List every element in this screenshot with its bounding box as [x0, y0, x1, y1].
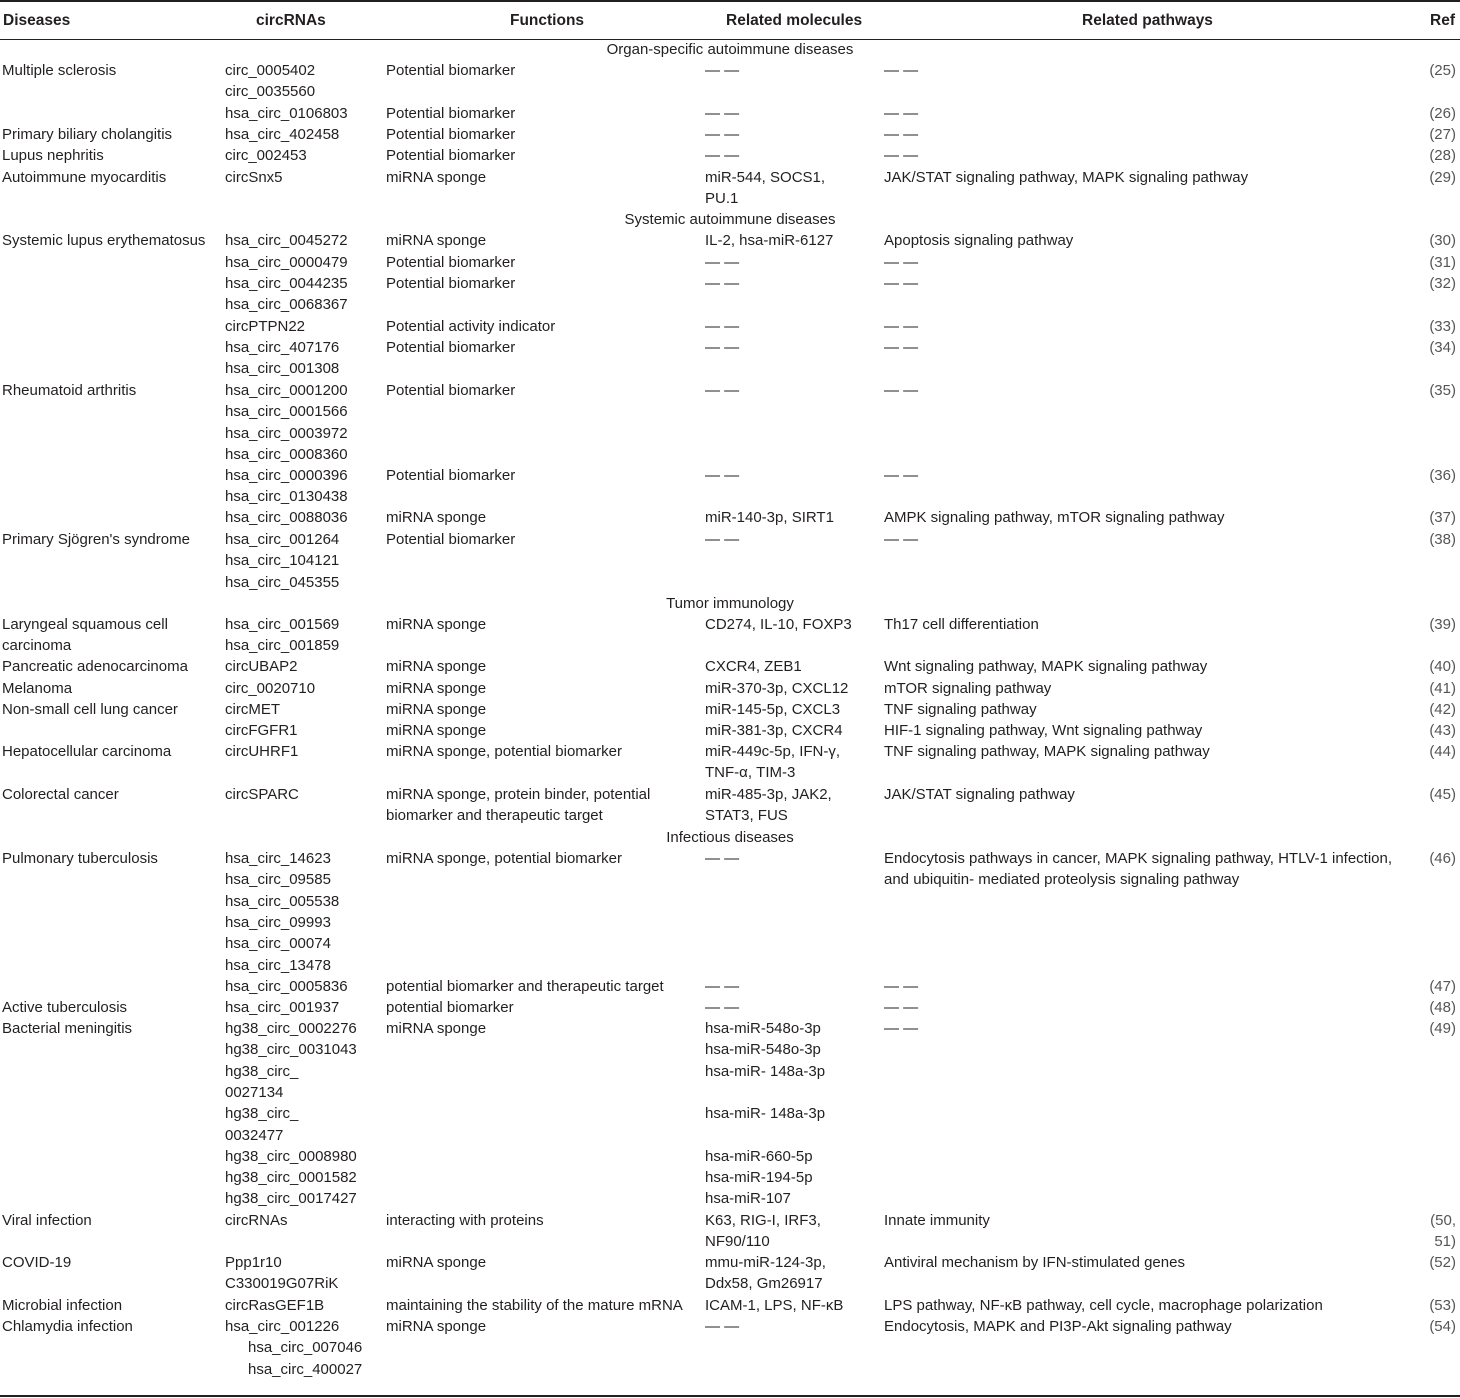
- cell-circrna: hg38_circ_: [225, 1105, 299, 1123]
- cell-pathways: Innate immunity: [884, 1212, 990, 1229]
- cell-disease: Active tuberculosis: [2, 999, 128, 1016]
- cell-circrna: circ_0035560: [225, 83, 316, 101]
- cell-molecules: — —: [705, 105, 740, 122]
- cell-disease: carcinoma: [2, 637, 72, 655]
- cell-pathways: Endocytosis, MAPK and PI3P-Akt signaling pathway: [884, 1318, 1232, 1335]
- cell-circrna: circFGFR1: [225, 722, 298, 739]
- cell-ref: (52): [1429, 1254, 1456, 1271]
- cell-disease: Pulmonary tuberculosis: [2, 850, 158, 867]
- cell-molecules: — —: [705, 126, 740, 143]
- cell-circrna: circPTPN22: [225, 318, 306, 335]
- cell-molecules: miR-449c-5p, IFN-γ,: [705, 743, 841, 760]
- cell-disease: Rheumatoid arthritis: [2, 382, 137, 399]
- cell-ref: (49): [1429, 1020, 1456, 1037]
- cell-circrna: hg38_circ_0008980: [225, 1147, 357, 1165]
- bottom-rule: [0, 1395, 1460, 1397]
- cell-circrna: hsa_circ_0003972: [225, 424, 348, 442]
- cell-ref: (44): [1429, 743, 1456, 760]
- cell-circrna: hsa_circ_00074: [225, 935, 331, 953]
- cell-circrna: hg38_circ_0002276: [225, 1020, 357, 1037]
- cell-circrna: hsa_circ_0044235: [225, 275, 348, 292]
- cell-disease: Laryngeal squamous cell: [2, 616, 168, 633]
- cell-ref: (32): [1429, 275, 1456, 292]
- cell-molecules: miR-381-3p, CXCR4: [705, 722, 843, 739]
- cell-function: Potential biomarker: [386, 254, 516, 271]
- cell-pathways: LPS pathway, NF-κB pathway, cell cycle, macrophage polarization: [884, 1297, 1323, 1314]
- cell-function: Potential biomarker: [386, 147, 516, 164]
- cell-disease: Hepatocellular carcinoma: [2, 743, 172, 760]
- cell-molecules: miR-485-3p, JAK2,: [705, 786, 832, 803]
- cell-circrna: hsa_circ_001937: [225, 999, 340, 1016]
- cell-function: miRNA sponge: [386, 680, 487, 697]
- cell-molecules: TNF-α, TIM-3: [705, 764, 796, 782]
- cell-circrna: hsa_circ_407176: [225, 339, 340, 356]
- cell-circrna: hg38_circ_0017427: [225, 1190, 357, 1208]
- cell-pathways: Endocytosis pathways in cancer, MAPK signaling pathway, HTLV-1 infection,: [884, 850, 1393, 867]
- cell-ref: (35): [1429, 382, 1456, 399]
- cell-function: Potential biomarker: [386, 339, 516, 356]
- cell-circrna: Ppp1r10: [225, 1254, 282, 1271]
- cell-ref: (26): [1429, 105, 1456, 122]
- cell-circrna: hsa_circ_13478: [225, 956, 331, 974]
- cell-pathways: — —: [884, 382, 919, 399]
- cell-ref: (48): [1429, 999, 1456, 1016]
- cell-ref: (27): [1429, 126, 1456, 143]
- cell-molecules: miR-370-3p, CXCL12: [705, 680, 849, 697]
- cell-ref: (31): [1429, 254, 1456, 271]
- cell-circrna: hsa_circ_0005836: [225, 978, 348, 995]
- cell-circrna: hsa_circ_104121: [225, 552, 340, 570]
- cell-molecules: — —: [705, 1318, 740, 1335]
- cell-molecules: — —: [705, 62, 740, 79]
- section-heading: Tumor immunology: [666, 595, 794, 612]
- cell-disease: Melanoma: [2, 680, 73, 697]
- cell-ref: (29): [1429, 169, 1456, 186]
- cell-pathways: TNF signaling pathway: [884, 701, 1037, 718]
- cell-disease: Bacterial meningitis: [2, 1020, 133, 1037]
- cell-circrna: hsa_circ_0088036: [225, 509, 348, 526]
- cell-function: Potential biomarker: [386, 275, 516, 292]
- cell-molecules: — —: [705, 318, 740, 335]
- cell-molecules: mmu-miR-124-3p,: [705, 1254, 826, 1271]
- cell-circrna: circ_0020710: [225, 680, 316, 697]
- cell-ref: (34): [1429, 339, 1456, 356]
- cell-pathways: — —: [884, 339, 919, 356]
- cell-circrna: hsa_circ_400027: [248, 1360, 363, 1378]
- cell-molecules: hsa-miR-548o-3p: [705, 1041, 821, 1059]
- cell-circrna: hsa_circ_001569: [225, 616, 340, 633]
- cell-molecules: miR-544, SOCS1,: [705, 169, 826, 186]
- cell-disease: Systemic lupus erythematosus: [2, 232, 206, 249]
- cell-molecules: NF90/110: [705, 1233, 770, 1251]
- cell-circrna: hsa_circ_0000396: [225, 467, 348, 484]
- cell-molecules: — —: [705, 339, 740, 356]
- cell-circrna: hsa_circ_09585: [225, 871, 331, 889]
- cell-pathways: Th17 cell differentiation: [884, 616, 1039, 633]
- cell-molecules: hsa-miR-548o-3p: [705, 1020, 821, 1037]
- cell-ref: (37): [1429, 509, 1456, 526]
- cell-pathways: — —: [884, 467, 919, 484]
- cell-pathways: — —: [884, 1020, 919, 1037]
- cell-disease: Lupus nephritis: [2, 147, 104, 164]
- cell-circrna: hsa_circ_0045272: [225, 232, 348, 249]
- cell-circrna: hsa_circ_0001566: [225, 403, 348, 421]
- cell-circrna: circSnx5: [225, 169, 283, 186]
- cell-molecules: hsa-miR-194-5p: [705, 1169, 813, 1187]
- cell-function: Potential biomarker: [386, 531, 516, 548]
- cell-pathways: HIF-1 signaling pathway, Wnt signaling pathway: [884, 722, 1203, 739]
- cell-function: miRNA sponge: [386, 616, 487, 633]
- cell-molecules: hsa-miR-107: [705, 1190, 791, 1208]
- cell-function: miRNA sponge: [386, 1254, 487, 1271]
- cell-circrna: hsa_circ_14623: [225, 850, 331, 867]
- cell-circrna: hsa_circ_0008360: [225, 445, 348, 463]
- cell-disease: Autoimmune myocarditis: [2, 169, 167, 186]
- cell-molecules: K63, RIG-I, IRF3,: [705, 1212, 821, 1229]
- cell-ref: (54): [1429, 1318, 1456, 1335]
- header-functions: Functions: [510, 12, 585, 29]
- cell-circrna: circSPARC: [225, 786, 299, 803]
- cell-function: interacting with proteins: [386, 1212, 544, 1229]
- cell-disease: Multiple sclerosis: [2, 62, 117, 79]
- cell-circrna: hsa_circ_09993: [225, 913, 331, 931]
- cell-circrna: circMET: [225, 701, 280, 718]
- cell-circrna: hsa_circ_0068367: [225, 296, 348, 314]
- cell-circrna: hsa_circ_001859: [225, 637, 340, 655]
- cell-function: biomarker and therapeutic target: [386, 807, 603, 825]
- cell-ref: (53): [1429, 1297, 1456, 1314]
- cell-molecules: CXCR4, ZEB1: [705, 658, 802, 675]
- cell-function: miRNA sponge: [386, 658, 487, 675]
- cell-pathways: JAK/STAT signaling pathway: [884, 786, 1075, 803]
- cell-circrna: 0027134: [225, 1083, 284, 1101]
- cell-function: potential biomarker and therapeutic target: [386, 978, 664, 995]
- cell-molecules: PU.1: [705, 190, 739, 208]
- cell-circrna: circUHRF1: [225, 743, 299, 760]
- cell-pathways: Wnt signaling pathway, MAPK signaling pathway: [884, 658, 1208, 675]
- section-heading: Infectious diseases: [666, 829, 794, 846]
- cell-pathways: — —: [884, 147, 919, 164]
- cell-circrna: hsa_circ_001264: [225, 531, 340, 548]
- cell-molecules: miR-140-3p, SIRT1: [705, 509, 834, 526]
- header-related-molecules: Related molecules: [726, 12, 863, 29]
- cell-molecules: — —: [705, 999, 740, 1016]
- cell-circrna: circRasGEF1B: [225, 1297, 325, 1314]
- cell-circrna: circUBAP2: [225, 658, 298, 675]
- cell-function: miRNA sponge: [386, 1020, 487, 1037]
- cell-circrna: hsa_circ_0000479: [225, 254, 348, 271]
- cell-disease: Colorectal cancer: [2, 786, 119, 803]
- cell-function: Potential activity indicator: [386, 318, 556, 335]
- cell-circrna: hsa_circ_402458: [225, 126, 340, 143]
- cell-ref: (25): [1429, 62, 1456, 79]
- section-heading: Systemic autoimmune diseases: [624, 211, 836, 228]
- cell-pathways: — —: [884, 275, 919, 292]
- cell-molecules: miR-145-5p, CXCL3: [705, 701, 841, 718]
- cell-circrna: C330019G07RiK: [225, 1275, 339, 1293]
- cell-function: miRNA sponge: [386, 509, 487, 526]
- cell-circrna: hsa_circ_001226: [225, 1318, 340, 1335]
- cell-pathways: — —: [884, 105, 919, 122]
- cell-function: Potential biomarker: [386, 105, 516, 122]
- cell-molecules: — —: [705, 382, 740, 399]
- cell-molecules: STAT3, FUS: [705, 807, 788, 825]
- cell-function: Potential biomarker: [386, 467, 516, 484]
- cell-molecules: CD274, IL-10, FOXP3: [705, 616, 852, 633]
- cell-disease: COVID-19: [2, 1254, 72, 1271]
- cell-disease: Primary Sjögren's syndrome: [2, 531, 190, 548]
- cell-molecules: IL-2, hsa-miR-6127: [705, 232, 834, 249]
- header-diseases: Diseases: [3, 12, 71, 29]
- cell-disease: Chlamydia infection: [2, 1318, 133, 1335]
- cell-molecules: — —: [705, 254, 740, 271]
- cell-pathways: TNF signaling pathway, MAPK signaling pathway: [884, 743, 1210, 760]
- cell-pathways: — —: [884, 978, 919, 995]
- cell-molecules: hsa-miR- 148a-3p: [705, 1105, 826, 1123]
- cell-function: Potential biomarker: [386, 62, 516, 79]
- cell-molecules: — —: [705, 978, 740, 995]
- cell-circrna: hg38_circ_0001582: [225, 1169, 357, 1187]
- cell-ref: 51): [1434, 1233, 1456, 1251]
- cell-ref: (36): [1429, 467, 1456, 484]
- cell-ref: (47): [1429, 978, 1456, 995]
- cell-circrna: hsa_circ_0106803: [225, 105, 348, 122]
- cell-circrna: circRNAs: [225, 1212, 288, 1229]
- cell-pathways: Antiviral mechanism by IFN-stimulated genes: [884, 1254, 1185, 1271]
- cell-ref: (45): [1429, 786, 1456, 803]
- cell-function: miRNA sponge: [386, 169, 487, 186]
- cell-ref: (38): [1429, 531, 1456, 548]
- cell-molecules: — —: [705, 275, 740, 292]
- top-rule: [0, 0, 1460, 2]
- cell-function: miRNA sponge, potential biomarker: [386, 850, 622, 867]
- cell-pathways: Apoptosis signaling pathway: [884, 232, 1074, 249]
- cell-disease: Primary biliary cholangitis: [2, 126, 173, 143]
- cell-circrna: hsa_circ_045355: [225, 573, 340, 591]
- cell-pathways: mTOR signaling pathway: [884, 680, 1052, 697]
- cell-ref: (42): [1429, 701, 1456, 718]
- cell-molecules: — —: [705, 850, 740, 867]
- cell-function: miRNA sponge: [386, 232, 487, 249]
- cell-molecules: — —: [705, 467, 740, 484]
- cell-molecules: Ddx58, Gm26917: [705, 1275, 823, 1293]
- cell-circrna: 0032477: [225, 1126, 284, 1144]
- cell-ref: (41): [1429, 680, 1456, 697]
- header-ref: Ref: [1430, 12, 1455, 29]
- cell-disease: Non-small cell lung cancer: [2, 701, 178, 718]
- header-circrnas: circRNAs: [256, 12, 326, 29]
- cell-ref: (43): [1429, 722, 1456, 739]
- section-heading: Organ-specific autoimmune diseases: [606, 41, 854, 58]
- cell-molecules: hsa-miR- 148a-3p: [705, 1062, 826, 1080]
- cell-ref: (28): [1429, 147, 1456, 164]
- cell-molecules: hsa-miR-660-5p: [705, 1147, 813, 1165]
- cell-circrna: circ_0005402: [225, 62, 316, 79]
- cell-function: maintaining the stability of the mature mRNA: [386, 1297, 683, 1314]
- cell-function: miRNA sponge, potential biomarker: [386, 743, 622, 760]
- cell-circrna: hg38_circ_0031043: [225, 1041, 357, 1059]
- cell-function: potential biomarker: [386, 999, 514, 1016]
- cell-function: Potential biomarker: [386, 126, 516, 143]
- cell-circrna: circ_002453: [225, 147, 307, 164]
- cell-pathways: — —: [884, 531, 919, 548]
- cell-disease: Viral infection: [2, 1212, 92, 1229]
- cell-pathways: and ubiquitin- mediated proteolysis signaling pathway: [884, 871, 1240, 889]
- cell-pathways: — —: [884, 318, 919, 335]
- cell-ref: (30): [1429, 232, 1456, 249]
- cell-ref: (33): [1429, 318, 1456, 335]
- cell-molecules: — —: [705, 531, 740, 548]
- cell-circrna: hsa_circ_001308: [225, 360, 340, 378]
- cell-function: miRNA sponge: [386, 722, 487, 739]
- cell-molecules: — —: [705, 147, 740, 164]
- cell-pathways: — —: [884, 254, 919, 271]
- cell-ref: (46): [1429, 850, 1456, 867]
- cell-disease: Microbial infection: [2, 1297, 123, 1314]
- cell-circrna: hsa_circ_005538: [225, 892, 340, 910]
- header-related-pathways: Related pathways: [1082, 12, 1213, 29]
- cell-function: miRNA sponge: [386, 1318, 487, 1335]
- cell-pathways: AMPK signaling pathway, mTOR signaling pathway: [884, 509, 1225, 526]
- cell-circrna: hsa_circ_0001200: [225, 382, 348, 399]
- cell-ref: (40): [1429, 658, 1456, 675]
- cell-circrna: hsa_circ_0130438: [225, 488, 348, 506]
- cell-pathways: — —: [884, 126, 919, 143]
- cell-pathways: JAK/STAT signaling pathway, MAPK signaling pathway: [884, 169, 1249, 186]
- cell-ref: (39): [1429, 616, 1456, 633]
- cell-circrna: hg38_circ_: [225, 1062, 299, 1080]
- cell-function: miRNA sponge: [386, 701, 487, 718]
- cell-ref: (50,: [1430, 1212, 1456, 1229]
- cell-pathways: — —: [884, 999, 919, 1016]
- cell-function: Potential biomarker: [386, 382, 516, 399]
- cell-disease: Pancreatic adenocarcinoma: [2, 658, 188, 675]
- cell-circrna: hsa_circ_007046: [248, 1339, 363, 1357]
- cell-pathways: — —: [884, 62, 919, 79]
- cell-function: miRNA sponge, protein binder, potential: [386, 786, 651, 803]
- cell-molecules: ICAM-1, LPS, NF-κB: [705, 1297, 844, 1314]
